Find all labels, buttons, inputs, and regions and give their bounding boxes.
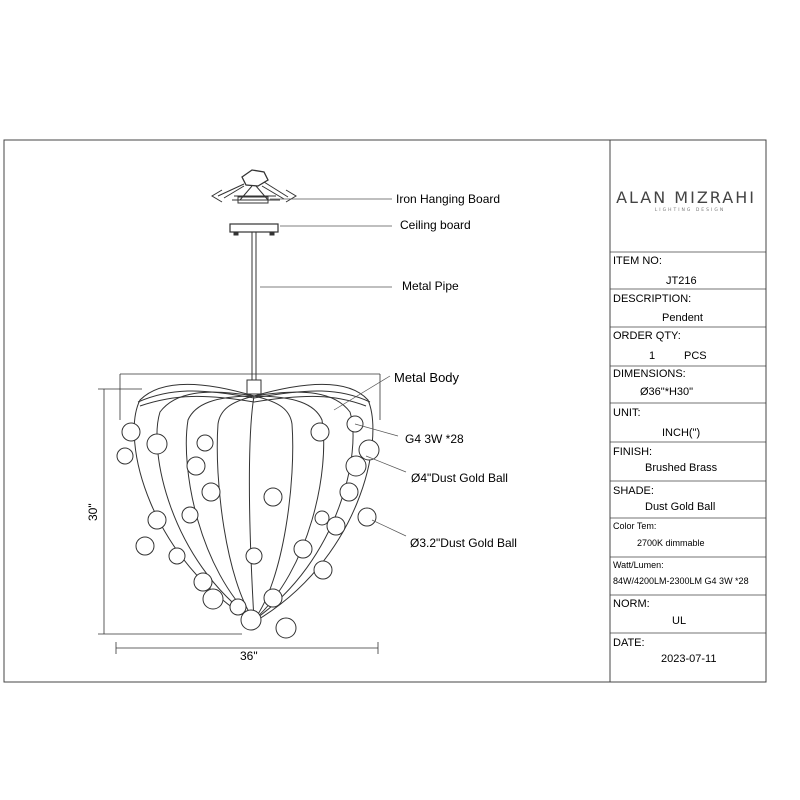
item-no-value: JT216 (666, 275, 697, 287)
dust-gold-balls (117, 416, 379, 638)
norm-value: UL (672, 615, 687, 627)
callout-metal-pipe: Metal Pipe (402, 279, 459, 293)
description-label: DESCRIPTION: (613, 293, 692, 305)
order-qty-label: ORDER QTY: (613, 330, 681, 342)
shade-label: SHADE: (613, 485, 654, 497)
ceiling-board (230, 224, 278, 235)
pendant-drawing (98, 170, 406, 654)
date-label: DATE: (613, 637, 645, 649)
callout-ball-32: Ø3.2"Dust Gold Ball (410, 536, 517, 550)
unit-value: INCH(") (662, 427, 701, 439)
date-value: 2023-07-11 (661, 653, 717, 665)
order-qty-value: 1 (649, 350, 656, 362)
width-dimension-label: 36" (240, 649, 258, 663)
callout-iron-hanging-board: Iron Hanging Board (396, 192, 501, 206)
color-tem-value: 2700K dimmable (637, 538, 705, 548)
item-no-label: ITEM NO: (613, 255, 662, 267)
brand-logo (616, 188, 756, 213)
finish-label: FINISH: (613, 446, 653, 458)
metal-pipe (252, 232, 256, 380)
metal-body (134, 380, 373, 622)
callout-g4: G4 3W *28 (405, 432, 464, 446)
brand-name: ALAN MIZRAHI (616, 188, 756, 207)
shade-value: Dust Gold Ball (645, 501, 716, 513)
watt-label: Watt/Lumen: (613, 560, 664, 570)
order-qty-unit: PCS (684, 350, 707, 362)
description-value: Pendent (662, 312, 703, 324)
callout-ball-4: Ø4"Dust Gold Ball (411, 471, 508, 485)
norm-label: NORM: (613, 598, 650, 610)
sheet-border (4, 140, 766, 682)
dimensions-label: DIMENSIONS: (613, 368, 686, 380)
leader-lines (260, 199, 406, 536)
watt-value: 84W/4200LM-2300LM G4 3W *28 (613, 576, 749, 586)
callout-ceiling-board: Ceiling board (400, 218, 471, 232)
dimensions-value: Ø36"*H30" (640, 386, 694, 398)
finish-value: Brushed Brass (645, 462, 718, 474)
brand-tagline: LIGHTING DESIGN (654, 208, 726, 213)
callout-metal-body: Metal Body (394, 370, 460, 385)
iron-hanging-board (212, 170, 296, 203)
height-dimension-label: 30" (86, 503, 100, 521)
unit-label: UNIT: (613, 407, 641, 419)
color-tem-label: Color Tem: (613, 521, 657, 531)
